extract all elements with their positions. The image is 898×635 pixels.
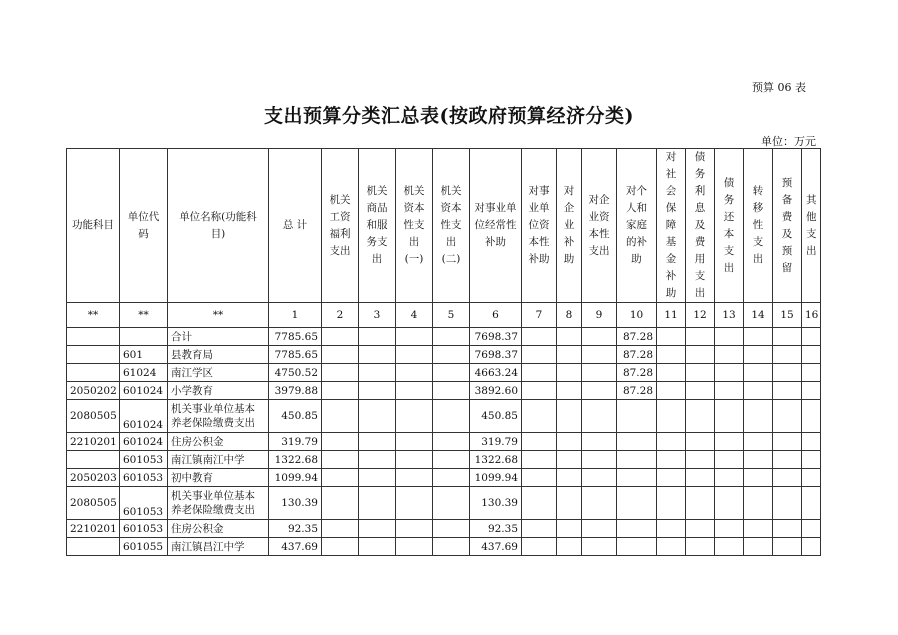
- subsidy-cell: 3892.60: [470, 382, 522, 400]
- unit-code-cell: 601053: [120, 469, 168, 487]
- table-cell: [396, 451, 433, 469]
- table-cell: [773, 400, 802, 433]
- table-cell: [686, 451, 715, 469]
- personal-subsidy-cell: 87.28: [617, 364, 657, 382]
- table-cell: [359, 433, 396, 451]
- table-cell: [396, 469, 433, 487]
- table-cell: [744, 346, 773, 364]
- header-cell: 机关资本性支出(一): [396, 149, 433, 303]
- table-cell: [582, 538, 617, 556]
- table-cell: [322, 382, 359, 400]
- index-cell: 5: [433, 303, 470, 328]
- table-cell: [359, 487, 396, 520]
- unit-code-cell: 61024: [120, 364, 168, 382]
- table-row: [67, 382, 821, 400]
- function-code-cell: [67, 538, 120, 556]
- header-cell: 债务利息及费用支出: [686, 149, 715, 303]
- table-cell: [359, 451, 396, 469]
- header-cell: 功能科目: [67, 149, 120, 303]
- table-cell: [557, 433, 582, 451]
- form-number: 预算 06 表: [752, 81, 806, 94]
- index-cell: 7: [522, 303, 557, 328]
- table-cell: [582, 382, 617, 400]
- unit-name-cell: 南江镇南江中学: [168, 451, 269, 469]
- unit-name-cell: 住房公积金: [168, 520, 269, 538]
- table-cell: [715, 328, 744, 346]
- table-cell: [773, 520, 802, 538]
- table-cell: [802, 538, 821, 556]
- header-cell: 机关商品和服务支出: [359, 149, 396, 303]
- table-cell: [773, 469, 802, 487]
- table-row: [67, 538, 821, 556]
- table-cell: [744, 520, 773, 538]
- subsidy-cell: 1099.94: [470, 469, 522, 487]
- table-cell: [802, 346, 821, 364]
- table-cell: [686, 487, 715, 520]
- table-cell: [557, 487, 582, 520]
- index-cell: 14: [744, 303, 773, 328]
- table-cell: [686, 538, 715, 556]
- table-cell: [557, 364, 582, 382]
- total-cell: 130.39: [269, 487, 322, 520]
- subsidy-cell: 130.39: [470, 487, 522, 520]
- function-code-cell: 2080505: [67, 400, 120, 433]
- table-cell: [582, 520, 617, 538]
- index-cell: 15: [773, 303, 802, 328]
- unit-code-cell: 601024: [120, 382, 168, 400]
- table-cell: [657, 382, 686, 400]
- function-code-cell: [67, 451, 120, 469]
- unit-code-cell: 601024: [120, 433, 168, 451]
- unit-name-cell: 初中教育: [168, 469, 269, 487]
- table-cell: [657, 469, 686, 487]
- table-cell: [522, 520, 557, 538]
- table-cell: [433, 487, 470, 520]
- total-cell: 4750.52: [269, 364, 322, 382]
- table-row: [67, 328, 821, 346]
- table-cell: [686, 520, 715, 538]
- function-code-cell: 2050203: [67, 469, 120, 487]
- budget-table: [66, 148, 821, 556]
- total-cell: 7785.65: [269, 346, 322, 364]
- table-cell: [686, 346, 715, 364]
- table-cell: [657, 400, 686, 433]
- header-cell: 对企业资本性支出: [582, 149, 617, 303]
- table-cell: [522, 346, 557, 364]
- table-cell: [686, 364, 715, 382]
- total-cell: 3979.88: [269, 382, 322, 400]
- index-cell: 10: [617, 303, 657, 328]
- table-cell: [322, 400, 359, 433]
- table-cell: [582, 451, 617, 469]
- subsidy-cell: 7698.37: [470, 346, 522, 364]
- unit-code-cell: 601053: [120, 520, 168, 538]
- index-cell: 11: [657, 303, 686, 328]
- table-cell: [802, 382, 821, 400]
- table-cell: [433, 433, 470, 451]
- table-cell: [773, 382, 802, 400]
- table-cell: [802, 451, 821, 469]
- function-code-cell: 2210201: [67, 433, 120, 451]
- table-cell: [557, 520, 582, 538]
- table-cell: [657, 364, 686, 382]
- table-row: [67, 400, 821, 433]
- header-cell: 对事业单位资本性补助: [522, 149, 557, 303]
- unit-code-cell: 601024: [120, 400, 168, 433]
- table-cell: [715, 487, 744, 520]
- function-code-cell: 2050202: [67, 382, 120, 400]
- table-cell: [396, 328, 433, 346]
- personal-subsidy-cell: 87.28: [617, 328, 657, 346]
- header-cell: 转移性支出: [744, 149, 773, 303]
- table-cell: [744, 328, 773, 346]
- table-cell: [522, 328, 557, 346]
- total-cell: 450.85: [269, 400, 322, 433]
- header-cell: 其他支出: [802, 149, 821, 303]
- table-cell: [582, 433, 617, 451]
- table-cell: [522, 451, 557, 469]
- table-cell: [773, 433, 802, 451]
- unit-code-cell: [120, 328, 168, 346]
- table-cell: [582, 328, 617, 346]
- table-cell: [582, 487, 617, 520]
- unit-name-cell: 南江学区: [168, 364, 269, 382]
- table-cell: [359, 328, 396, 346]
- unit-code-cell: 601: [120, 346, 168, 364]
- table-row: [67, 451, 821, 469]
- index-cell: 16: [802, 303, 821, 328]
- index-cell: 8: [557, 303, 582, 328]
- function-code-cell: [67, 364, 120, 382]
- table-cell: [715, 364, 744, 382]
- index-cell: 1: [269, 303, 322, 328]
- table-cell: [582, 400, 617, 433]
- total-cell: 1099.94: [269, 469, 322, 487]
- table-cell: [802, 433, 821, 451]
- index-cell: 12: [686, 303, 715, 328]
- table-cell: [802, 364, 821, 382]
- total-cell: 92.35: [269, 520, 322, 538]
- subsidy-cell: 450.85: [470, 400, 522, 433]
- table-cell: [359, 469, 396, 487]
- header-cell: 债务还本支出: [715, 149, 744, 303]
- table-cell: [657, 346, 686, 364]
- table-cell: [802, 328, 821, 346]
- table-cell: [359, 382, 396, 400]
- table-cell: [802, 520, 821, 538]
- table-cell: [433, 346, 470, 364]
- table-cell: [396, 433, 433, 451]
- table-cell: [773, 328, 802, 346]
- table-cell: [322, 328, 359, 346]
- total-cell: 1322.68: [269, 451, 322, 469]
- table-cell: [433, 400, 470, 433]
- table-cell: [396, 382, 433, 400]
- unit-name-cell: 南江镇昌江中学: [168, 538, 269, 556]
- index-cell: 9: [582, 303, 617, 328]
- table-cell: [433, 451, 470, 469]
- header-cell: 预备费及预留: [773, 149, 802, 303]
- index-cell: 4: [396, 303, 433, 328]
- personal-subsidy-cell: 87.28: [617, 346, 657, 364]
- table-row: [67, 364, 821, 382]
- table-cell: [715, 451, 744, 469]
- table-cell: [396, 400, 433, 433]
- header-cell: 总 计: [269, 149, 322, 303]
- table-cell: [657, 520, 686, 538]
- unit-name-cell: 县教育局: [168, 346, 269, 364]
- table-cell: [522, 382, 557, 400]
- header-cell: 机关资本性支出(二): [433, 149, 470, 303]
- table-cell: [773, 538, 802, 556]
- table-cell: [522, 469, 557, 487]
- table-cell: [522, 487, 557, 520]
- table-cell: [582, 346, 617, 364]
- table-cell: [686, 469, 715, 487]
- table-cell: [522, 364, 557, 382]
- table-cell: [744, 433, 773, 451]
- table-cell: [522, 400, 557, 433]
- table-cell: [433, 469, 470, 487]
- table-cell: [433, 364, 470, 382]
- personal-subsidy-cell: [617, 538, 657, 556]
- table-cell: [433, 328, 470, 346]
- table-cell: [744, 364, 773, 382]
- table-cell: [396, 538, 433, 556]
- table-cell: [557, 451, 582, 469]
- table-cell: [433, 382, 470, 400]
- table-cell: [657, 451, 686, 469]
- table-cell: [557, 346, 582, 364]
- table-cell: [715, 433, 744, 451]
- function-code-cell: 2210201: [67, 520, 120, 538]
- total-cell: 7785.65: [269, 328, 322, 346]
- table-cell: [359, 364, 396, 382]
- table-row: [67, 433, 821, 451]
- header-cell: 单位代码: [120, 149, 168, 303]
- table-cell: [744, 451, 773, 469]
- table-cell: [715, 346, 744, 364]
- subsidy-cell: 437.69: [470, 538, 522, 556]
- table-cell: [322, 538, 359, 556]
- personal-subsidy-cell: [617, 433, 657, 451]
- table-cell: [657, 538, 686, 556]
- table-cell: [359, 400, 396, 433]
- subsidy-cell: 319.79: [470, 433, 522, 451]
- subsidy-cell: 92.35: [470, 520, 522, 538]
- personal-subsidy-cell: [617, 451, 657, 469]
- table-cell: [744, 469, 773, 487]
- table-cell: [557, 382, 582, 400]
- table-cell: [322, 487, 359, 520]
- table-row: [67, 520, 821, 538]
- table-cell: [744, 487, 773, 520]
- table-cell: [744, 538, 773, 556]
- unit-name-cell: 小学教育: [168, 382, 269, 400]
- header-cell: 机关工资福利支出: [322, 149, 359, 303]
- unit-name-cell: 机关事业单位基本养老保险缴费支出: [168, 400, 269, 433]
- header-cell: 对事业单位经常性补助: [470, 149, 522, 303]
- header-cell: 对个人和家庭的补助: [617, 149, 657, 303]
- table-cell: [773, 451, 802, 469]
- table-cell: [557, 328, 582, 346]
- table-cell: [396, 520, 433, 538]
- personal-subsidy-cell: 87.28: [617, 382, 657, 400]
- table-cell: [322, 433, 359, 451]
- table-cell: [433, 538, 470, 556]
- index-row: [67, 303, 821, 328]
- index-cell: 2: [322, 303, 359, 328]
- table-cell: [802, 400, 821, 433]
- table-cell: [773, 346, 802, 364]
- header-row: [67, 149, 821, 303]
- unit-name-cell: 住房公积金: [168, 433, 269, 451]
- unit-name-cell: 合计: [168, 328, 269, 346]
- table-cell: [715, 469, 744, 487]
- table-cell: [582, 364, 617, 382]
- table-cell: [557, 469, 582, 487]
- header-cell: 对社会保障基金补助: [657, 149, 686, 303]
- table-cell: [433, 520, 470, 538]
- table-cell: [322, 451, 359, 469]
- unit-name-cell: 机关事业单位基本养老保险缴费支出: [168, 487, 269, 520]
- personal-subsidy-cell: [617, 469, 657, 487]
- table-cell: [322, 520, 359, 538]
- table-cell: [686, 328, 715, 346]
- table-cell: [359, 538, 396, 556]
- table-cell: [322, 469, 359, 487]
- table-cell: [715, 520, 744, 538]
- table-row: [67, 469, 821, 487]
- table-cell: [522, 433, 557, 451]
- total-cell: 319.79: [269, 433, 322, 451]
- index-cell: **: [168, 303, 269, 328]
- table-cell: [322, 364, 359, 382]
- table-cell: [557, 400, 582, 433]
- table-cell: [744, 382, 773, 400]
- subsidy-cell: 7698.37: [470, 328, 522, 346]
- table-cell: [396, 364, 433, 382]
- table-cell: [657, 328, 686, 346]
- index-cell: 6: [470, 303, 522, 328]
- table-cell: [582, 469, 617, 487]
- table-cell: [657, 433, 686, 451]
- table-cell: [715, 382, 744, 400]
- table-cell: [802, 487, 821, 520]
- subsidy-cell: 1322.68: [470, 451, 522, 469]
- index-cell: 13: [715, 303, 744, 328]
- table-cell: [686, 433, 715, 451]
- table-cell: [715, 400, 744, 433]
- unit-code-cell: 601053: [120, 487, 168, 520]
- table-cell: [715, 538, 744, 556]
- table-cell: [686, 382, 715, 400]
- table-cell: [802, 469, 821, 487]
- personal-subsidy-cell: [617, 487, 657, 520]
- table-cell: [396, 487, 433, 520]
- table-cell: [744, 400, 773, 433]
- table-cell: [396, 346, 433, 364]
- function-code-cell: [67, 328, 120, 346]
- index-cell: **: [67, 303, 120, 328]
- table-cell: [359, 520, 396, 538]
- table-cell: [557, 538, 582, 556]
- personal-subsidy-cell: [617, 400, 657, 433]
- unit-code-cell: 601053: [120, 451, 168, 469]
- function-code-cell: [67, 346, 120, 364]
- table-cell: [522, 538, 557, 556]
- personal-subsidy-cell: [617, 520, 657, 538]
- table-cell: [686, 400, 715, 433]
- header-cell: 对企业补助: [557, 149, 582, 303]
- page-title: 支出预算分类汇总表(按政府预算经济分类): [264, 105, 634, 127]
- table-cell: [322, 346, 359, 364]
- table-row: [67, 346, 821, 364]
- unit-label: 单位：万元: [761, 135, 816, 148]
- table-row: [67, 487, 821, 520]
- table-cell: [359, 346, 396, 364]
- total-cell: 437.69: [269, 538, 322, 556]
- unit-code-cell: 601055: [120, 538, 168, 556]
- index-cell: 3: [359, 303, 396, 328]
- index-cell: **: [120, 303, 168, 328]
- table-cell: [773, 364, 802, 382]
- table-cell: [773, 487, 802, 520]
- header-cell: 单位名称(功能科目): [168, 149, 269, 303]
- table-cell: [657, 487, 686, 520]
- subsidy-cell: 4663.24: [470, 364, 522, 382]
- function-code-cell: 2080505: [67, 487, 120, 520]
